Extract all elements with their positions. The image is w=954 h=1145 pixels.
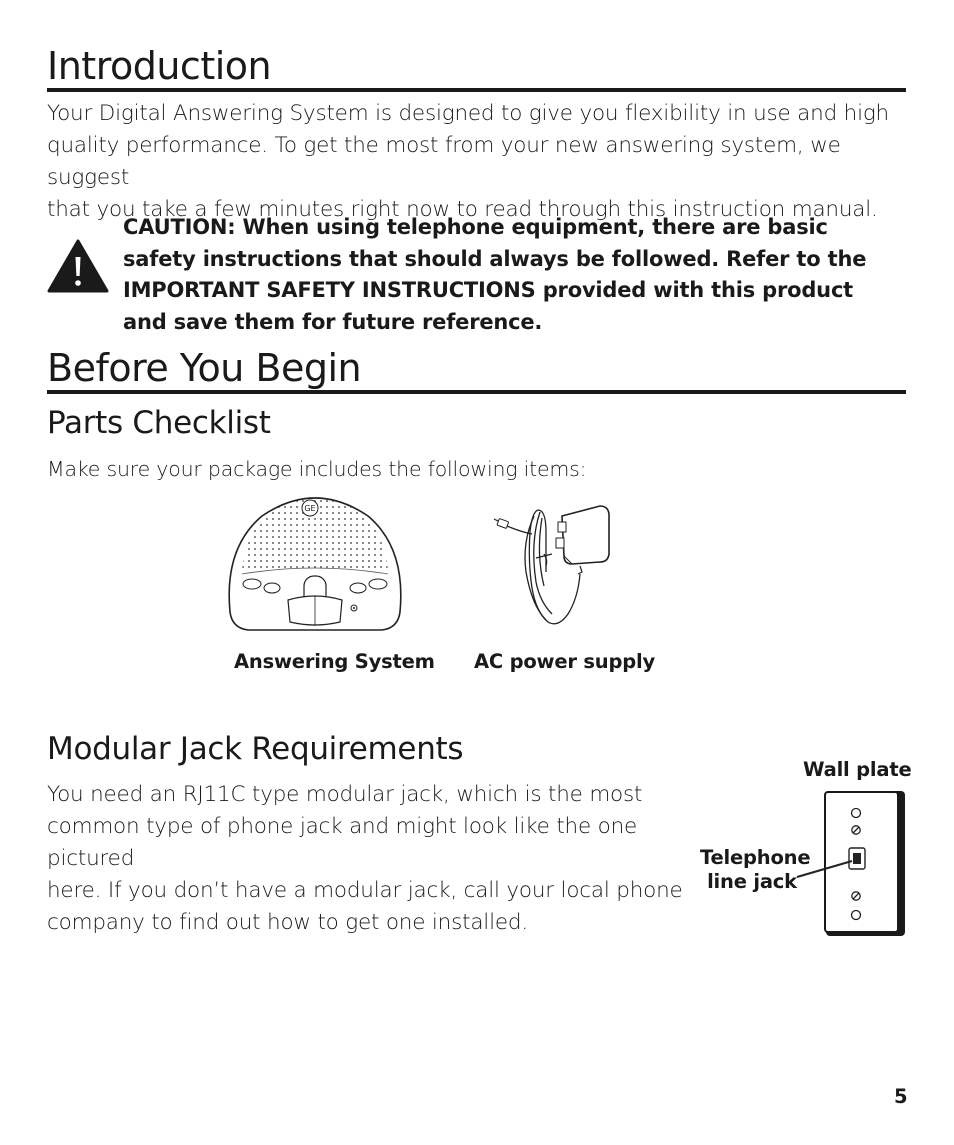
intro-title-rule (47, 88, 906, 92)
telephone-jack-label (700, 846, 811, 894)
intro-paragraph (47, 98, 917, 226)
telephone-jack-label-line: line jack (707, 870, 797, 893)
answering-system-caption: Answering System (234, 650, 435, 673)
modular-line: common type of phone jack and might look like the one pictured (47, 814, 638, 871)
warning-triangle-icon (47, 239, 109, 293)
answering-system-icon (222, 492, 408, 634)
caution-line: CAUTION: When using telephone equipment, there are basic (123, 215, 828, 239)
modular-paragraph (47, 779, 707, 939)
modular-line: here. If you don’t have a modular jack, call your local phone (47, 878, 683, 903)
svg-text:GE: GE (304, 504, 316, 513)
caution-line: IMPORTANT SAFETY INSTRUCTIONS provided with this product (123, 278, 854, 302)
caution-block (123, 212, 913, 338)
parts-title: Parts Checklist (47, 405, 271, 441)
intro-line: Your Digital Answering System is designed to give you flexibility in use and high (47, 101, 889, 126)
modular-line: You need an RJ11C type modular jack, which is the most (47, 782, 643, 807)
before-title: Before You Begin (47, 346, 362, 390)
telephone-jack-label-line: Telephone (700, 846, 811, 869)
ac-power-supply-caption: AC power supply (474, 650, 655, 673)
intro-line: that you take a few minutes right now to read through this instruction manual. (47, 197, 878, 222)
wall-plate-label: Wall plate (803, 758, 912, 781)
modular-line: company to find out how to get one installed. (47, 910, 528, 935)
ac-power-supply-icon (492, 502, 616, 630)
before-title-rule (47, 390, 906, 394)
page-number: 5 (894, 1085, 908, 1108)
intro-title: Introduction (47, 44, 272, 88)
modular-title: Modular Jack Requirements (47, 731, 464, 767)
wall-plate-icon (795, 788, 910, 940)
caution-line: and save them for future reference. (123, 309, 543, 334)
caution-line: safety instructions that should always be followed. Refer to the (123, 246, 867, 271)
intro-line: quality performance. To get the most from your new answering system, we suggest (47, 133, 841, 190)
parts-intro: Make sure your package includes the following items: (47, 457, 587, 481)
